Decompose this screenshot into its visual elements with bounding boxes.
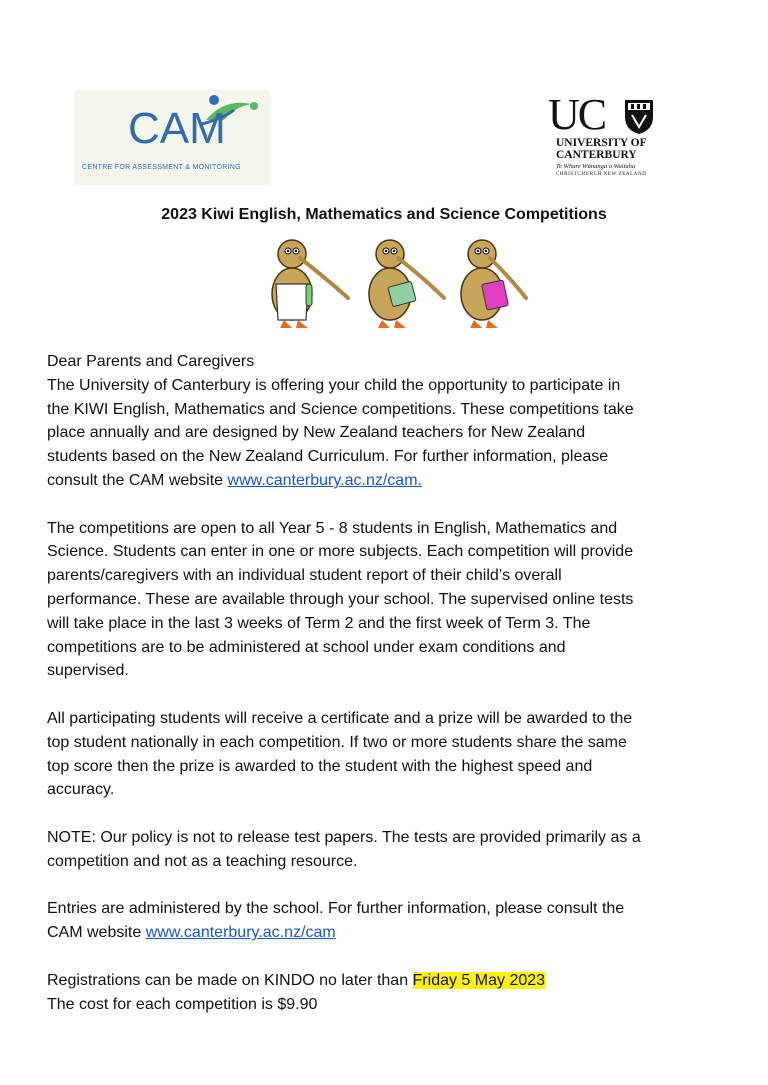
paragraph-1-line: place annually and are designed by New Zealand teachers for New Zealand — [47, 424, 586, 442]
deadline-highlight: Friday 5 May 2023 — [412, 971, 546, 989]
greeting: Dear Parents and Caregivers — [47, 353, 255, 370]
cam-logo-subtitle: CENTRE FOR ASSESSMENT & MONITORING — [82, 164, 241, 171]
uc-logo-city: CHRISTCHURCH NEW ZEALAND — [556, 172, 647, 177]
paragraph-2-line: Science. Students can enter in one or more subjects. Each competition will provide — [47, 543, 634, 561]
kiwi-illustrations — [262, 232, 532, 332]
registration-line — [47, 969, 737, 993]
uc-logo-maori: Te Whare Wānanga o Waitaha — [556, 163, 636, 170]
kiwi-calculator-icon — [369, 240, 444, 328]
kiwi-book-icon — [461, 240, 526, 328]
shield-icon — [624, 99, 654, 135]
letter-body — [47, 350, 737, 1016]
paragraph-3-line: All participating students will receive a certificate and a prize will be awarded to the — [47, 709, 633, 727]
paragraph-5-line — [47, 921, 737, 945]
paragraph-2-line: competitions are to be administered at school under exam conditions and — [47, 638, 566, 656]
cam-logo — [74, 90, 270, 185]
paragraph-2-line: performance. These are available through your school. The supervised online tests — [47, 590, 634, 608]
paragraph-1-line: the KIWI English, Mathematics and Science competitions. These competitions take — [47, 400, 634, 418]
cam-website-link[interactable]: www.canterbury.ac.nz/cam. — [227, 471, 422, 489]
uc-logo — [548, 90, 668, 185]
paragraph-2-line: parents/caregivers with an individual student report of their child’s overall — [47, 567, 562, 585]
paragraph-2-line: will take place in the last 3 weeks of Term 2 and the first week of Term 3. The — [47, 614, 591, 632]
text: CAM website — [47, 924, 146, 942]
paragraph-5-line: Entries are administered by the school. For further information, please consult the — [47, 900, 625, 918]
uc-logo-letters: UC — [548, 90, 606, 139]
cost-line: The cost for each competition is $9.90 — [47, 995, 318, 1013]
note-line: competition and not as a teaching resource. — [47, 852, 358, 870]
page-title: 2023 Kiwi English, Mathematics and Science Competitions — [161, 206, 607, 223]
paragraph-3-line: top student nationally in each competition. If two or more students share the same — [47, 733, 627, 751]
paragraph-1-line — [47, 469, 737, 493]
paragraph-1-line: The University of Canterbury is offering your child the opportunity to participate in — [47, 376, 621, 394]
paragraph-2-line: The competitions are open to all Year 5 - 8 students in English, Mathematics and — [47, 519, 618, 537]
kiwi-scientist-icon — [272, 240, 348, 328]
text: consult the CAM website — [47, 471, 228, 489]
text: Registrations can be made on KINDO no later than — [47, 971, 413, 989]
paragraph-2-line: supervised. — [47, 662, 129, 680]
uc-logo-line1: UNIVERSITY OF — [556, 137, 647, 149]
paragraph-3-line: top score then the prize is awarded to the student with the highest speed and — [47, 757, 593, 775]
uc-logo-line2: CANTERBURY — [556, 149, 637, 161]
paragraph-1-line: students based on the New Zealand Curriculum. For further information, please — [47, 448, 609, 466]
cam-website-link-2[interactable]: www.canterbury.ac.nz/cam — [145, 924, 336, 942]
paragraph-3-line: accuracy. — [47, 781, 115, 799]
note-line: NOTE: Our policy is not to release test papers. The tests are provided primarily as a — [47, 828, 641, 846]
cam-logo-name: CAM — [128, 104, 226, 153]
